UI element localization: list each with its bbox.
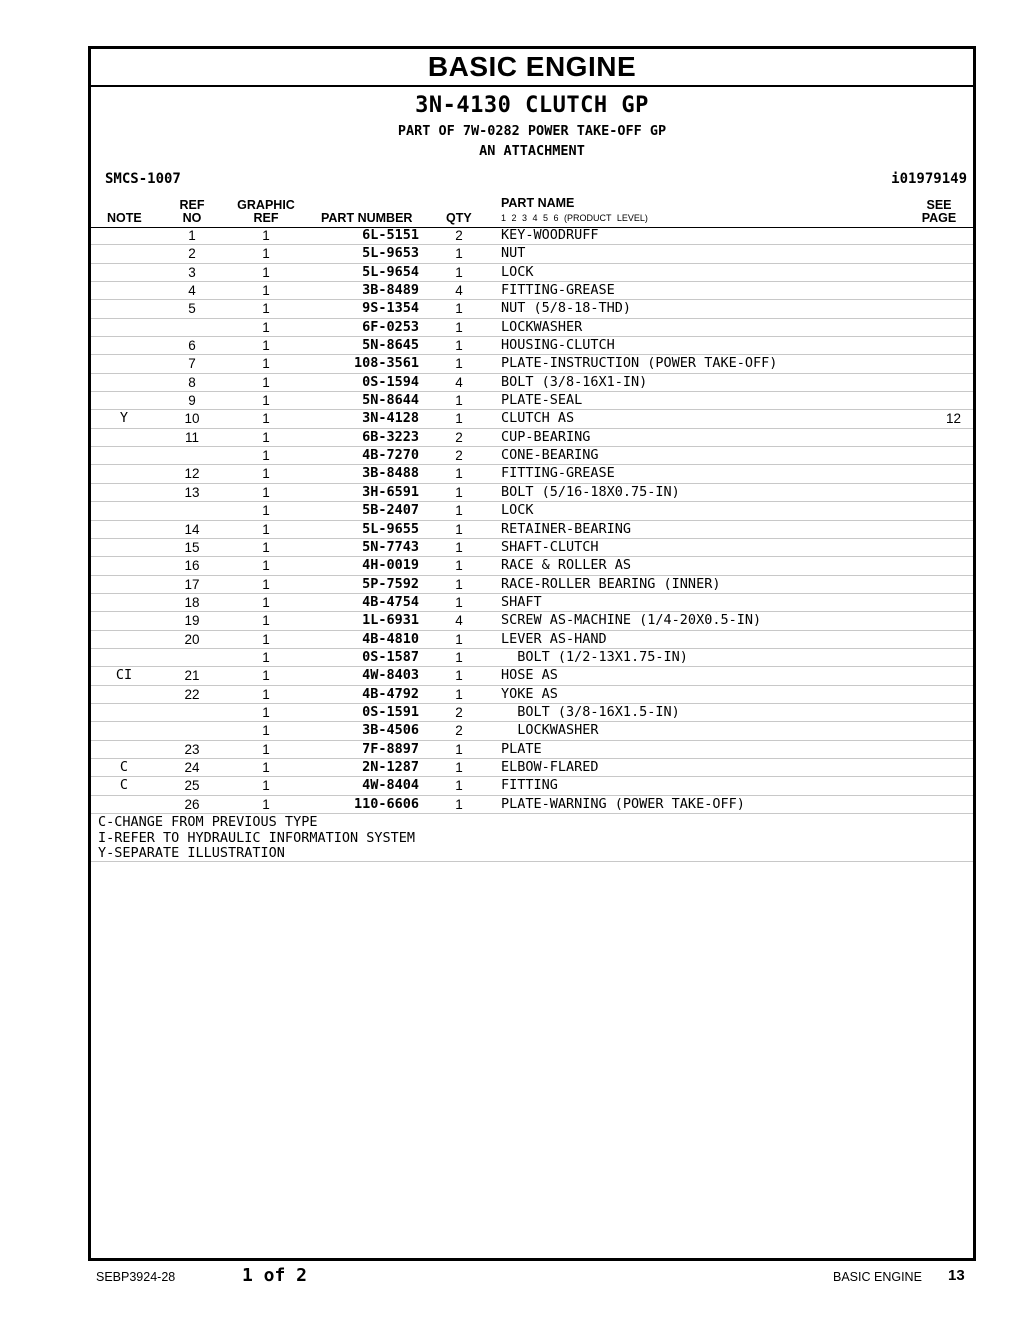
ref-no-cell: 12 [184,466,200,482]
ref-no-cell: 9 [188,393,196,409]
ref-no-cell: 21 [184,668,200,684]
graphic-ref-cell: 1 [262,448,270,464]
part-number-cell: 5N-7743 [362,538,419,555]
legend-divider [91,861,973,862]
legend-line: Y-SEPARATE ILLUSTRATION [98,845,285,861]
parts-page-frame [88,46,976,1261]
qty-cell: 1 [455,594,463,610]
qty-cell: 4 [455,613,463,629]
part-number-cell: 3B-4506 [362,722,419,739]
part-number-cell: 3H-6591 [362,483,419,500]
note-cell: C [119,777,129,794]
part-name-cell: LOCKWASHER [501,722,599,739]
part-number-cell: 4H-0019 [362,557,419,574]
table-row [91,227,973,245]
section-title: BASIC ENGINE [427,51,637,82]
part-name-cell: PLATE-WARNING (POWER TAKE-OFF) [501,795,745,812]
qty-cell: 1 [455,338,463,354]
table-row [91,282,973,300]
part-number-cell: 2N-1287 [362,758,419,775]
part-number-cell: 0S-1587 [362,648,419,665]
ref-no-cell: 2 [188,246,196,262]
note-cell: Y [119,410,129,427]
part-number-cell: 1L-6931 [362,612,419,629]
ref-no-cell: 7 [188,356,196,372]
ref-no-cell: 14 [184,521,200,537]
table-row [91,410,973,428]
table-row [91,667,973,685]
part-name-cell: CLUTCH AS [501,410,575,427]
legend-line: I-REFER TO HYDRAULIC INFORMATION SYSTEM [98,829,415,846]
qty-cell: 1 [455,796,463,812]
col-graphic-ref-line1: GRAPHIC [237,198,295,212]
table-row [91,502,973,520]
part-name-cell: KEY-WOODRUFF [501,227,599,243]
part-number-cell: 5B-2407 [362,502,419,519]
graphic-ref-cell: 1 [262,319,270,335]
part-number-cell: 4B-4792 [362,685,419,702]
qty-cell: 2 [455,704,463,720]
part-number-cell: 5L-9654 [362,263,419,280]
table-header [91,195,973,228]
col-part-name: PART NAME [501,196,575,210]
qty-cell: 1 [455,521,463,537]
table-row [91,374,973,392]
part-name-cell: NUT [501,245,526,262]
graphic-ref-cell: 1 [262,356,270,372]
graphic-ref-cell: 1 [262,613,270,629]
qty-cell: 1 [455,319,463,335]
graphic-ref-cell: 1 [262,393,270,409]
graphic-ref-cell: 1 [262,283,270,299]
table-row [91,594,973,612]
graphic-ref-cell: 1 [262,576,270,592]
table-row [91,704,973,722]
part-name-cell: RACE & ROLLER AS [501,557,632,574]
col-product-level: 1 2 3 4 5 6 (PRODUCT LEVEL) [501,213,648,223]
part-name-cell: BOLT (5/16-18X0.75-IN) [501,483,680,500]
qty-cell: 2 [455,228,463,243]
ref-no-cell: 5 [188,301,196,317]
ref-no-cell: 4 [188,283,196,299]
part-number-cell: 108-3561 [353,355,419,372]
part-name-cell: SHAFT [501,593,542,610]
graphic-ref-cell: 1 [262,484,270,500]
qty-cell: 1 [455,246,463,262]
ref-no-cell: 11 [184,429,199,445]
part-number-cell: 4B-4754 [362,593,419,610]
table-row [91,429,973,447]
qty-cell: 1 [455,356,463,372]
graphic-ref-cell: 1 [262,301,270,317]
table-row [91,649,973,667]
part-name-cell: LOCK [501,502,534,519]
part-number-cell: 4B-4810 [362,630,419,647]
qty-cell: 1 [455,668,463,684]
qty-cell: 1 [455,264,463,280]
table-row [91,521,973,539]
table-row [91,447,973,465]
part-name-cell: PLATE-INSTRUCTION (POWER TAKE-OFF) [501,355,778,372]
part-name-cell: RETAINER-BEARING [501,520,632,537]
part-number-cell: 5N-8644 [362,392,419,409]
part-number-cell: 6B-3223 [362,428,419,445]
ref-no-cell: 1 [188,228,196,243]
graphic-ref-cell: 1 [262,631,270,647]
graphic-ref-cell: 1 [262,558,270,574]
part-number-cell: 0S-1594 [362,373,419,390]
footer-document-number: SEBP3924-28 [96,1270,176,1284]
col-graphic-ref-line2: REF [253,211,279,225]
graphic-ref-cell: 1 [262,246,270,262]
part-name-cell: LEVER AS-HAND [501,630,607,647]
ref-no-cell: 3 [188,264,196,280]
qty-cell: 4 [455,283,463,299]
ref-no-cell: 26 [184,796,200,812]
table-row [91,722,973,740]
graphic-ref-cell: 1 [262,741,270,757]
qty-cell: 1 [455,576,463,592]
col-see-page-line2: PAGE [921,211,957,225]
ref-no-cell: 18 [184,594,200,610]
table-row [91,392,973,410]
page-footer [0,1262,1020,1292]
graphic-ref-cell: 1 [262,594,270,610]
footer-section-name: BASIC ENGINE [833,1270,922,1284]
qty-cell: 1 [455,741,463,757]
graphic-ref-cell: 1 [262,411,270,427]
table-row [91,245,973,263]
table-row [91,465,973,483]
qty-cell: 1 [455,778,463,794]
group-subtitle-part-of: PART OF 7W-0282 POWER TAKE-OFF GP [397,123,667,139]
graphic-ref-cell: 1 [262,649,270,665]
table-row [91,300,973,318]
graphic-ref-cell: 1 [262,338,270,354]
part-number-cell: 5N-8645 [362,337,419,354]
table-row [91,741,973,759]
graphic-ref-cell: 1 [262,686,270,702]
table-row [91,539,973,557]
qty-cell: 2 [455,448,463,464]
table-row [91,759,973,777]
part-number-cell: 3B-8489 [362,282,419,299]
graphic-ref-cell: 1 [262,723,270,739]
qty-cell: 4 [455,374,463,390]
col-ref-no-line2: NO [182,211,202,225]
qty-cell: 2 [455,429,463,445]
part-name-cell: CUP-BEARING [501,428,591,445]
qty-cell: 1 [455,631,463,647]
group-title: 3N-4130 CLUTCH GP [415,93,649,118]
part-name-cell: BOLT (3/8-16X1-IN) [501,373,648,390]
part-number-cell: 3N-4128 [362,410,419,427]
ref-no-cell: 23 [184,741,200,757]
qty-cell: 1 [455,649,463,665]
footer-page-number: 13 [948,1267,965,1284]
qty-cell: 2 [455,723,463,739]
col-part-number: PART NUMBER [321,211,413,225]
part-number-cell: 110-6606 [353,795,419,812]
graphic-ref-cell: 1 [262,466,270,482]
col-ref-no-line1: REF [179,198,205,212]
table-row [91,319,973,337]
part-number-cell: 5L-9655 [362,520,419,537]
part-name-cell: CONE-BEARING [501,447,599,464]
graphic-ref-cell: 1 [262,668,270,684]
part-number-cell: 4W-8404 [362,777,419,794]
qty-cell: 1 [455,503,463,519]
legend-line: C-CHANGE FROM PREVIOUS TYPE [98,814,318,830]
graphic-ref-cell: 1 [262,704,270,720]
graphic-ref-cell: 1 [262,374,270,390]
col-qty: QTY [446,211,472,225]
part-number-cell: 9S-1354 [362,300,419,317]
notes-legend [98,815,415,862]
graphic-ref-cell: 1 [262,796,270,812]
group-subtitle-attachment: AN ATTACHMENT [479,143,585,159]
section-header-band [91,49,973,87]
part-number-cell: 6F-0253 [362,318,419,335]
table-row [91,337,973,355]
qty-cell: 1 [455,686,463,702]
ref-no-cell: 16 [184,558,200,574]
part-name-cell: HOUSING-CLUTCH [501,337,615,354]
part-number-cell: 4B-7270 [362,447,419,464]
part-name-cell: NUT (5/8-18-THD) [501,300,632,317]
footer-page-of: 1 of 2 [242,1265,308,1286]
document-id: i01979149 [891,171,967,187]
graphic-ref-cell: 1 [262,521,270,537]
part-number-cell: 4W-8403 [362,667,419,684]
ref-no-cell: 22 [184,686,200,702]
part-name-cell: FITTING [501,777,558,794]
graphic-ref-cell: 1 [262,264,270,280]
ref-no-cell: 15 [184,539,200,555]
qty-cell: 1 [455,759,463,775]
part-name-cell: PLATE-SEAL [501,392,583,409]
ref-no-cell: 10 [184,411,200,427]
col-see-page-line1: SEE [926,198,952,212]
table-row [91,355,973,373]
part-number-cell: 7F-8897 [362,740,419,757]
ref-no-cell: 24 [184,759,200,775]
part-name-cell: LOCKWASHER [501,318,583,335]
qty-cell: 1 [455,393,463,409]
graphic-ref-cell: 1 [262,429,270,445]
qty-cell: 1 [455,484,463,500]
part-name-cell: FITTING-GREASE [501,282,615,299]
graphic-ref-cell: 1 [262,228,270,243]
part-name-cell: SHAFT-CLUTCH [501,538,599,555]
qty-cell: 1 [455,558,463,574]
table-row [91,484,973,502]
part-name-cell: RACE-ROLLER BEARING (INNER) [501,575,721,592]
part-name-cell: LOCK [501,263,534,280]
part-name-cell: FITTING-GREASE [501,465,615,482]
part-number-cell: 0S-1591 [362,703,419,720]
graphic-ref-cell: 1 [262,503,270,519]
table-row [91,612,973,630]
graphic-ref-cell: 1 [262,778,270,794]
ref-no-cell: 17 [184,576,200,592]
part-name-cell: BOLT (3/8-16X1.5-IN) [501,703,680,720]
table-row [91,631,973,649]
qty-cell: 1 [455,411,463,427]
col-note: NOTE [107,211,142,225]
part-number-cell: 6L-5151 [362,227,419,243]
table-row [91,777,973,795]
table-row [91,264,973,282]
graphic-ref-cell: 1 [262,539,270,555]
part-name-cell: SCREW AS-MACHINE (1/4-20X0.5-IN) [501,612,762,629]
ref-no-cell: 25 [184,778,200,794]
ref-no-cell: 8 [188,374,196,390]
ref-no-cell: 20 [184,631,200,647]
table-row [91,686,973,704]
part-name-cell: BOLT (1/2-13X1.75-IN) [501,648,688,665]
table-row [91,576,973,594]
ref-no-cell: 19 [184,613,200,629]
part-name-cell: PLATE [501,740,542,757]
part-name-cell: YOKE AS [501,685,558,702]
part-name-cell: ELBOW-FLARED [501,758,599,775]
ref-no-cell: 6 [188,338,196,354]
part-number-cell: 3B-8488 [362,465,419,482]
see-page-cell: 12 [945,411,961,427]
note-cell: C [119,758,129,775]
smcs-code: SMCS-1007 [105,171,181,187]
note-cell: CI [115,667,133,684]
table-row [91,796,973,814]
table-row [91,557,973,575]
part-name-cell: HOSE AS [501,667,558,684]
parts-table-body [91,227,973,814]
qty-cell: 1 [455,539,463,555]
ref-no-cell: 13 [184,484,200,500]
qty-cell: 1 [455,301,463,317]
part-number-cell: 5P-7592 [362,575,419,592]
qty-cell: 1 [455,466,463,482]
graphic-ref-cell: 1 [262,759,270,775]
part-number-cell: 5L-9653 [362,245,419,262]
